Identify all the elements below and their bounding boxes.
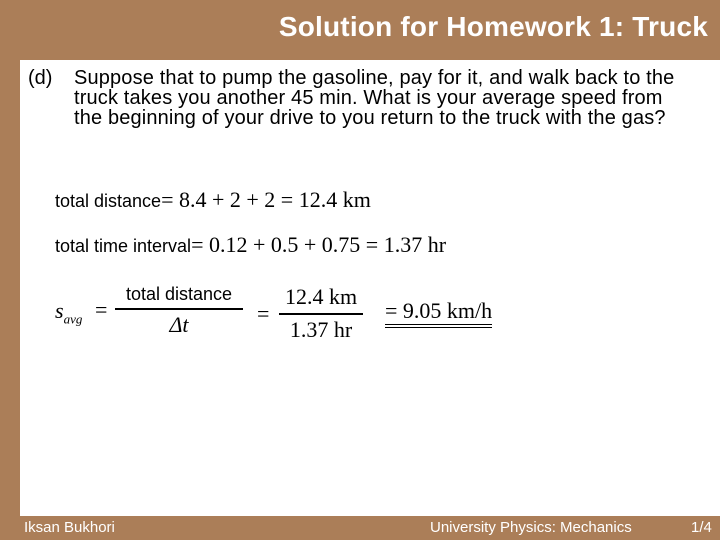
time-equation: [55, 232, 446, 258]
fraction-numeric-bar: [279, 313, 363, 315]
fraction-general-numerator: total distance: [125, 284, 233, 304]
fraction-general-bar: [115, 308, 243, 310]
problem-text: Suppose that to pump the gasoline, pay for it, and walk back to the truck takes you another 45 min. What is your average speed from the beginning of your drive to you return to the truck with the gas?: [74, 67, 675, 129]
speed-symbol: [55, 298, 82, 327]
fraction-numeric: [279, 284, 363, 343]
fraction-numeric-numerator: 12.4 km: [284, 284, 358, 309]
problem-label: (d): [28, 67, 53, 89]
footer-course: University Physics: Mechanics: [430, 519, 632, 536]
time-lhs: total time interval: [55, 236, 192, 256]
footer-bar: [0, 516, 720, 540]
speed-equation: [55, 284, 535, 344]
fraction-general-denominator: Δt: [169, 312, 189, 337]
distance-equation: [55, 187, 371, 213]
time-rhs: = 0.12 + 0.5 + 0.75 = 1.37 hr: [191, 232, 447, 257]
speed-result: = 9.05 km/h: [385, 298, 492, 328]
footer-author: Iksan Bukhori: [24, 519, 115, 536]
fraction-general: [115, 284, 243, 338]
distance-lhs: total distance: [55, 191, 162, 211]
slide-title: Solution for Homework 1: Truck: [278, 11, 708, 42]
footer-page-number: 1/4: [691, 519, 712, 536]
speed-equals-1: =: [95, 297, 108, 322]
fraction-numeric-denominator: 1.37 hr: [289, 317, 353, 342]
speed-subscript: avg: [63, 311, 83, 327]
speed-symbol-s: s: [55, 298, 64, 323]
speed-equals-2: =: [257, 301, 270, 326]
title-bar: [0, 0, 720, 60]
distance-rhs: = 8.4 + 2 + 2 = 12.4 km: [161, 187, 371, 212]
